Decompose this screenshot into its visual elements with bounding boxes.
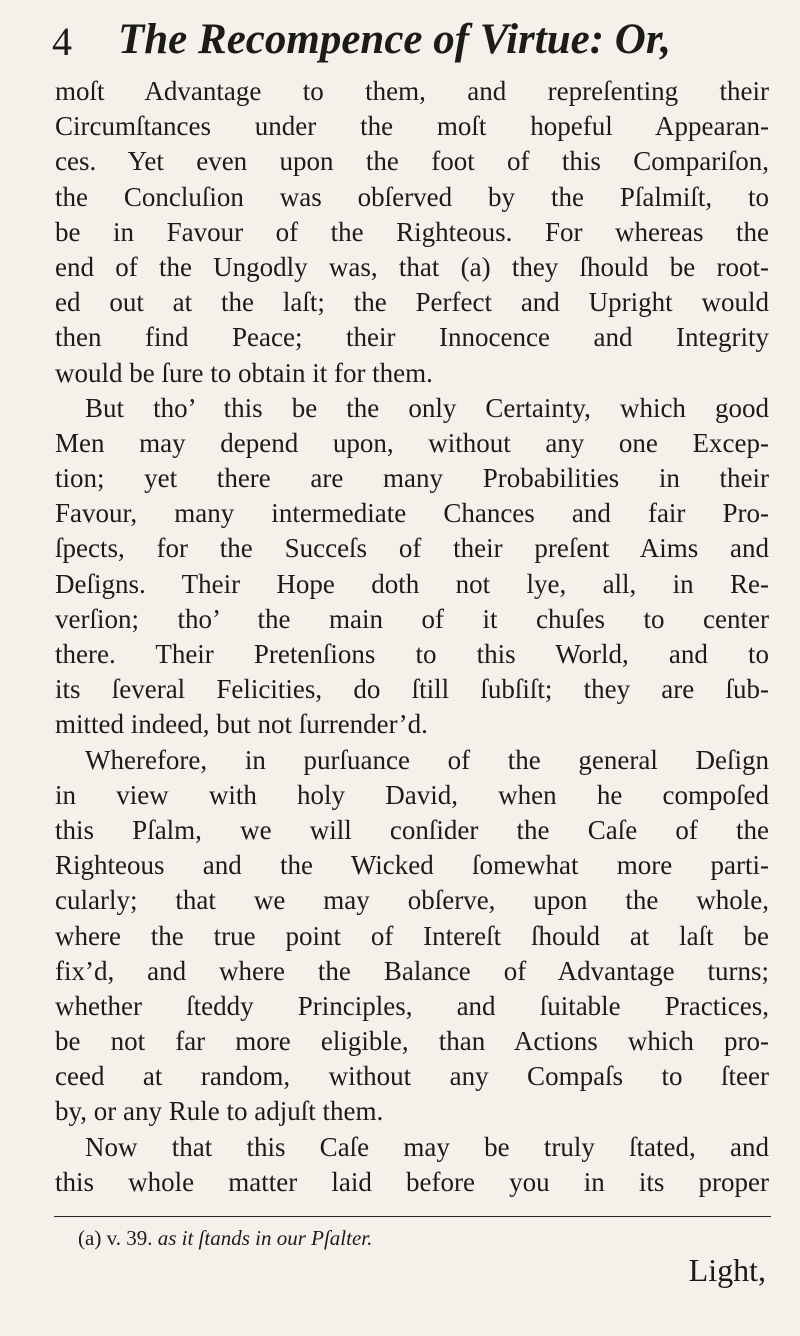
text-line: moſt Advantage to them, and repreſenting their: [55, 76, 769, 106]
text-line: where the true point of Intereſt ſhould at laſt be: [55, 920, 769, 951]
running-title: The Recompence of Virtue: Or,: [118, 16, 671, 63]
footnote-mark: (a): [78, 1226, 102, 1250]
text-line: Favour, many intermediate Chances and fair Pro-: [55, 498, 769, 529]
page-header: [52, 12, 772, 72]
text-line: in view with holy David, when he compoſed: [55, 779, 769, 810]
text-line: be not far more eligible, than Actions which pro-: [55, 1026, 769, 1057]
text-line: whether ſteddy Principles, and ſuitable Practices,: [55, 990, 769, 1021]
text-line: Circumſtances under the moſt hopeful Appearan-: [55, 111, 769, 142]
text-line: But tho’ this be the only Certainty, which good: [85, 392, 769, 423]
text-line: Wherefore, in purſuance of the general Deſign: [85, 744, 769, 775]
text-line: be in Favour of the Righteous. For whereas the: [55, 216, 769, 247]
text-line: this Pſalm, we will conſider the Caſe of the: [55, 814, 769, 845]
text-line: ſpects, for the Succeſs of their preſent Aims and: [55, 533, 769, 564]
text-line: Men may depend upon, without any one Excep-: [55, 427, 769, 458]
footnote-reference: v. 39.: [106, 1226, 153, 1250]
body-text: [55, 74, 769, 1200]
text-line: by, or any Rule to adjuſt them.: [55, 1096, 384, 1127]
text-line: ed out at the laſt; the Perfect and Upright would: [55, 287, 769, 318]
page-number: 4: [52, 19, 72, 64]
text-line: verſion; tho’ the main of it chuſes to center: [55, 603, 769, 634]
text-line: ces. Yet even upon the foot of this Compariſon,: [55, 146, 769, 177]
text-line: Deſigns. Their Hope doth not lye, all, in Re-: [55, 568, 769, 599]
text-line: fix’d, and where the Balance of Advantage turns;: [55, 955, 769, 986]
text-line: there. Their Pretenſions to this World, and to: [55, 639, 769, 669]
text-line: its ſeveral Felicities, do ſtill ſubſiſt; they are ſub-: [55, 674, 769, 705]
footnote-note: as it ſtands in our Pſalter.: [157, 1226, 373, 1250]
text-line: ceed at random, without any Compaſs to ſteer: [55, 1061, 769, 1092]
text-line: Now that this Caſe may be truly ſtated, and: [85, 1131, 769, 1162]
text-line: mitted indeed, but not ſurrender’d.: [55, 709, 428, 740]
text-line: the Concluſion was obſerved by the Pſalmiſt, to: [55, 181, 769, 212]
text-line: would be ſure to obtain it for them.: [55, 357, 433, 388]
text-line: then find Peace; their Innocence and Integrity: [55, 322, 769, 353]
text-line: end of the Ungodly was, that (a) they ſhould be root-: [55, 251, 769, 282]
text-line: cularly; that we may obſerve, upon the whole,: [55, 885, 769, 916]
catchword: Light,: [688, 1252, 766, 1288]
footnote: [78, 1224, 372, 1252]
footnote-rule: [54, 1216, 771, 1217]
text-line: this whole matter laid before you in its proper: [55, 1166, 769, 1197]
text-line: Righteous and the Wicked ſomewhat more parti-: [55, 850, 769, 881]
text-line: tion; yet there are many Probabilities in their: [55, 463, 769, 494]
